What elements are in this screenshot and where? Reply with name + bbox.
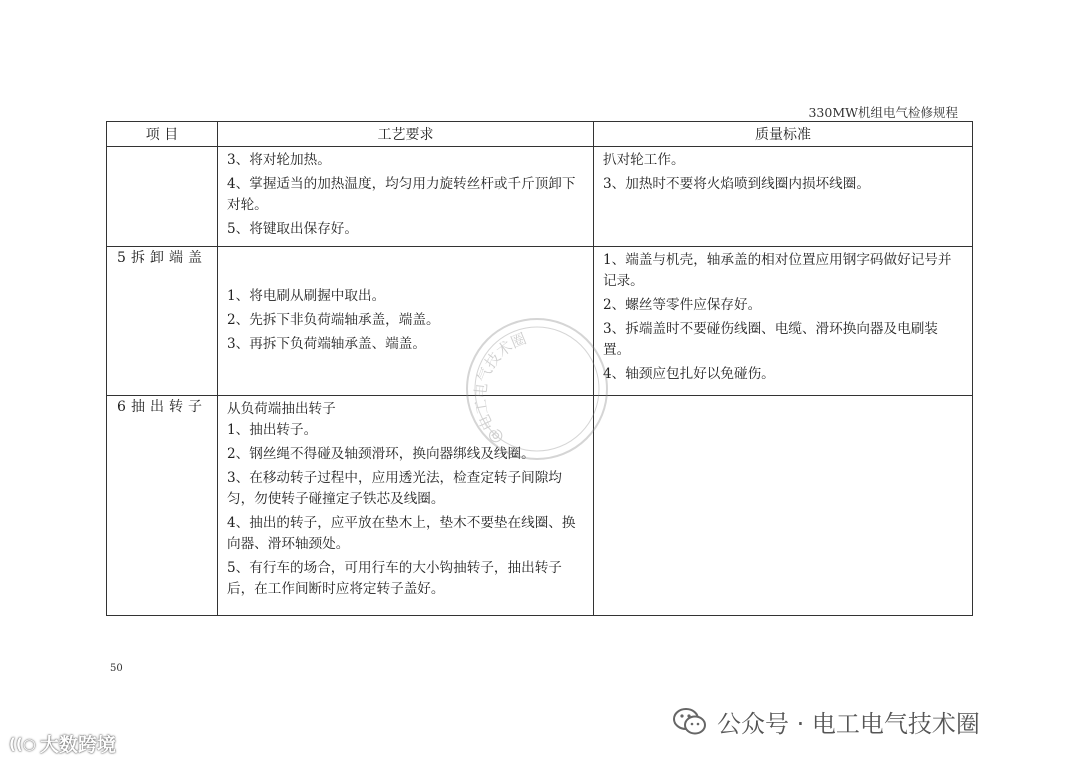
standard-line: 4、轴颈应包扎好以免碰伤。 [603, 366, 775, 382]
requirement-line: 4、抽出的转子，应平放在垫木上，垫木不要垫在线圈、换向器、滑环轴颈处。 [227, 515, 576, 552]
requirement-line: 3、再拆下负荷端轴承盖、端盖。 [227, 335, 426, 352]
requirement-line: 1、抽出转子。 [227, 422, 318, 438]
requirement-line: 5、将键取出保存好。 [227, 221, 358, 237]
watermark-left [9, 730, 116, 757]
standard-line: 1、端盖与机壳，轴承盖的相对位置应用钢字码做好记号并记录。 [603, 252, 952, 289]
row-requirements-cell [218, 396, 594, 616]
page-number: 50 [110, 663, 123, 674]
standard-line: 2、螺丝等零件应保存好。 [603, 297, 762, 313]
row-item-cell: 5拆卸端盖 [107, 247, 218, 396]
requirement-line: 1、将电刷从刷握中取出。 [227, 287, 386, 304]
stamp-text: @电工电气技术圈 [471, 329, 529, 448]
watermark-right-text: 公众号 · 电工电气技术圈 [717, 710, 980, 738]
requirement-line: 3、将对轮加热。 [227, 152, 331, 168]
requirement-line: 2、钢丝绳不得碰及轴颈滑环，换向器绑线及线圈。 [227, 446, 535, 462]
procedure-table [106, 121, 973, 616]
requirement-line: 3、在移动转子过程中，应用透光法，检查定转子间隙均匀，勿使转子碰撞定子铁芯及线圈。 [227, 470, 562, 507]
standard-line: 3、加热时不要将火焰喷到线圈内损坏线圈。 [603, 176, 870, 192]
standard-line: 扒对轮工作。 [603, 152, 685, 168]
table-row [107, 147, 973, 247]
row-item-cell: 6抽出转子 [107, 396, 218, 616]
row-requirements-cell [218, 147, 594, 247]
requirement-line: 从负荷端抽出转子 [227, 401, 336, 417]
watermark-right [673, 704, 980, 739]
column-header-item: 项 目 [107, 122, 218, 147]
row-standards-cell [594, 247, 973, 396]
watermark-left-text: 大数跨境 [39, 734, 116, 756]
requirement-line: 5、有行车的场合，可用行车的大小钩抽转子，抽出转子后，在工作间断时应将定转子盖好。 [227, 560, 562, 597]
row-item-cell [107, 147, 218, 247]
row-standards-cell [594, 396, 973, 616]
table-row [107, 247, 973, 396]
requirement-line: 2、先拆下非负荷端轴承盖，端盖。 [227, 311, 440, 328]
wechat-icon [673, 707, 707, 737]
table-header-row [107, 122, 973, 147]
document-header-title: 330MW机组电气检修规程 [808, 105, 958, 120]
standard-line: 3、拆端盖时不要碰伤线圈、电缆、滑环换向器及电刷装置。 [603, 321, 938, 358]
row-requirements-cell [218, 247, 594, 396]
requirement-line: 4、掌握适当的加热温度，均匀用力旋转丝杆或千斤顶卸下对轮。 [227, 176, 576, 213]
brand-logo-icon: ((○ [9, 734, 36, 753]
column-header-standards: 质量标准 [594, 122, 973, 147]
table-row [107, 396, 973, 616]
row-standards-cell [594, 147, 973, 247]
column-header-requirements: 工艺要求 [218, 122, 594, 147]
